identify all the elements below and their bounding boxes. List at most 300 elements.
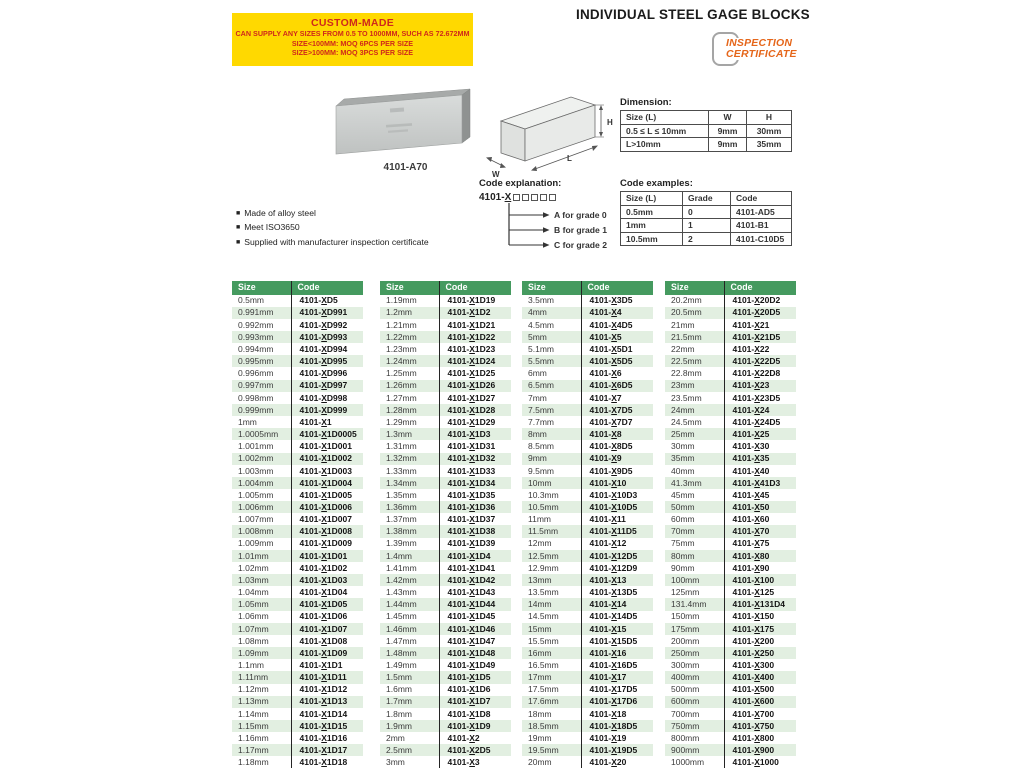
code-cell: 4101-X1D33 xyxy=(447,465,496,476)
size-cell: 20.5mm xyxy=(665,307,724,319)
code-cell: 4101-X1D002 xyxy=(299,453,352,464)
dimension-table xyxy=(620,110,792,152)
size-cell: 200mm xyxy=(665,635,724,647)
code-cell: 4101-X1D005 xyxy=(299,489,352,500)
code-cell: 4101-X1D003 xyxy=(299,465,352,476)
code-cell: 4101-X500 xyxy=(732,684,775,695)
size-code-row xyxy=(380,562,511,574)
code-cell: 4101-X1D03 xyxy=(299,574,348,585)
code-cell: 4101-XD997 xyxy=(299,380,348,391)
code-cell: 4101-X1D29 xyxy=(447,416,496,427)
code-cell: 4101-X1D09 xyxy=(299,647,348,658)
size-code-row xyxy=(232,756,363,768)
bullet-square-icon: ■ xyxy=(236,210,241,217)
code-cell: 4101-X3 xyxy=(447,757,480,768)
size-code-row xyxy=(665,319,796,331)
code-cell: 4101-X1D008 xyxy=(299,526,352,537)
size-cell: 900mm xyxy=(665,744,724,756)
code-cell: 4101-X3D5 xyxy=(589,295,633,306)
code-cell: 4101-X1D08 xyxy=(299,635,348,646)
size-cell: 300mm xyxy=(665,659,724,671)
size-cell: 23.5mm xyxy=(665,392,724,404)
code-cell: 4101-X1D02 xyxy=(299,562,348,573)
size-cell: 1.8mm xyxy=(380,708,439,720)
size-code-row xyxy=(665,380,796,392)
size-cell: 4.5mm xyxy=(522,319,581,331)
size-cell: 5.5mm xyxy=(522,355,581,367)
size-code-row xyxy=(232,465,363,477)
size-code-row xyxy=(380,538,511,550)
size-cell: 6mm xyxy=(522,367,581,379)
size-code-row xyxy=(665,611,796,623)
size-cell: 1.006mm xyxy=(232,501,291,513)
size-cell: 12mm xyxy=(522,538,581,550)
custom-made-line-3: SIZE>100MM: MOQ 3PCS PER SIZE xyxy=(291,48,414,58)
size-cell: 1.25mm xyxy=(380,367,439,379)
size-cell: 0.991mm xyxy=(232,307,291,319)
size-code-row xyxy=(380,756,511,768)
code-cell: 4101-X1D48 xyxy=(447,647,496,658)
code-cell: 4101-X1D43 xyxy=(447,587,496,598)
size-code-row xyxy=(232,331,363,343)
diagram-l-label: L xyxy=(567,154,572,163)
size-code-row xyxy=(522,635,653,647)
arrow-right-icon xyxy=(543,242,550,248)
custom-made-title: CUSTOM-MADE xyxy=(310,17,395,29)
size-code-row xyxy=(665,647,796,659)
size-cell: 1.14mm xyxy=(232,708,291,720)
code-cell: 4101-X20D5 xyxy=(732,307,781,318)
code-cell: 4101-X1D23 xyxy=(447,343,496,354)
code-examples-label: Code examples: xyxy=(620,178,693,189)
size-cell: 1.26mm xyxy=(380,380,439,392)
code-cell: 4101-X22D8 xyxy=(732,368,781,379)
code-cell: 4101-X20D2 xyxy=(732,295,781,306)
code-cell: 4101-X60 xyxy=(732,514,770,525)
arrow-right-icon xyxy=(543,212,550,218)
size-cell: 0.992mm xyxy=(232,319,291,331)
code-cell: 4101-XD991 xyxy=(299,307,348,318)
features-list xyxy=(236,207,429,250)
code-cell: 4101-X300 xyxy=(732,660,775,671)
size-code-row xyxy=(380,307,511,319)
size-code-row xyxy=(522,367,653,379)
code-cell: 4101-X45 xyxy=(732,489,770,500)
size-cell: 21mm xyxy=(665,319,724,331)
code-cell: 4101-X1D22 xyxy=(447,331,496,342)
size-code-row xyxy=(232,611,363,623)
size-cell: 17.5mm xyxy=(522,684,581,696)
code-cell: 4101-X7 xyxy=(589,392,622,403)
code-cell: 4101-XD993 xyxy=(299,331,348,342)
size-cell: 1.0005mm xyxy=(232,428,291,440)
code-cell: 4101-X1D0005 xyxy=(299,429,357,440)
code-cell: 4101-X1D28 xyxy=(447,404,496,415)
badge-line-2: CERTIFICATE xyxy=(726,48,797,60)
size-cell: 1.09mm xyxy=(232,647,291,659)
size-cell: 0.998mm xyxy=(232,392,291,404)
dimension-label: Dimension: xyxy=(620,97,672,108)
code-cell: 4101-X1D5 xyxy=(447,672,491,683)
size-column-header: Size xyxy=(522,281,581,295)
size-code-row xyxy=(522,440,653,452)
code-cell: 4101-X22D5 xyxy=(732,356,781,367)
code-cell: 4101-XD994 xyxy=(299,343,348,354)
size-code-row xyxy=(665,562,796,574)
size-code-row xyxy=(522,586,653,598)
code-cell: 4101-XD998 xyxy=(299,392,348,403)
size-cell: 12.5mm xyxy=(522,550,581,562)
size-code-row xyxy=(380,732,511,744)
size-code-row xyxy=(522,489,653,501)
code-cell: 4101-X1D24 xyxy=(447,356,496,367)
size-code-row xyxy=(522,465,653,477)
code-cell: 4101-X1D14 xyxy=(299,708,348,719)
code-cell: 4101-X40 xyxy=(732,465,770,476)
size-cell: 1.19mm xyxy=(380,295,439,307)
size-cell: 1.37mm xyxy=(380,513,439,525)
size-cell: 7.5mm xyxy=(522,404,581,416)
size-cell: 500mm xyxy=(665,684,724,696)
size-code-row xyxy=(665,623,796,635)
code-cell: 4101-X2 xyxy=(447,732,480,743)
size-code-row xyxy=(665,489,796,501)
size-cell: 3mm xyxy=(380,756,439,768)
code-example-row: 10.5mm 2 4101-C10D5 xyxy=(621,232,792,246)
size-cell: 40mm xyxy=(665,465,724,477)
size-code-row xyxy=(665,708,796,720)
size-code-row xyxy=(380,647,511,659)
placeholder-box xyxy=(513,194,520,201)
size-cell: 17.6mm xyxy=(522,696,581,708)
code-cell: 4101-X12D5 xyxy=(589,550,638,561)
code-cell: 4101-X1D6 xyxy=(447,684,491,695)
size-cell: 1.002mm xyxy=(232,453,291,465)
code-cell: 4101-X15 xyxy=(589,623,627,634)
code-cell: 4101-X50 xyxy=(732,501,770,512)
size-cell: 0.995mm xyxy=(232,355,291,367)
size-code-row xyxy=(522,623,653,635)
size-code-row xyxy=(522,744,653,756)
code-cell: 4101-X35 xyxy=(732,453,770,464)
diagram-h-label: H xyxy=(607,118,613,127)
size-code-row xyxy=(380,671,511,683)
code-cell: 4101-X1D36 xyxy=(447,501,496,512)
size-code-row xyxy=(380,440,511,452)
placeholder-box xyxy=(522,194,529,201)
code-cell: 4101-X1D16 xyxy=(299,732,348,743)
size-cell: 1.49mm xyxy=(380,659,439,671)
size-cell: 12.9mm xyxy=(522,562,581,574)
size-code-row xyxy=(522,720,653,732)
code-cell: 4101-X900 xyxy=(732,745,775,756)
code-cell: 4101-X80 xyxy=(732,550,770,561)
size-cell: 1.007mm xyxy=(232,513,291,525)
size-code-row xyxy=(232,319,363,331)
code-example-row: 0.5mm 0 4101-AD5 xyxy=(621,205,792,219)
size-code-row xyxy=(380,319,511,331)
size-code-row xyxy=(380,684,511,696)
size-cell: 1.48mm xyxy=(380,647,439,659)
size-cell: 75mm xyxy=(665,538,724,550)
size-code-row xyxy=(380,355,511,367)
size-cell: 1.18mm xyxy=(232,756,291,768)
size-code-row xyxy=(522,574,653,586)
code-cell: 4101-X9D5 xyxy=(589,465,633,476)
code-cell: 4101-X24 xyxy=(732,404,770,415)
code-cell: 4101-X1D41 xyxy=(447,562,496,573)
size-code-row xyxy=(522,343,653,355)
size-cell: 1.36mm xyxy=(380,501,439,513)
size-cell: 9mm xyxy=(522,453,581,465)
size-code-row xyxy=(380,501,511,513)
size-code-row xyxy=(232,355,363,367)
size-column-header: Size xyxy=(380,281,439,295)
code-cell: 4101-X17D6 xyxy=(589,696,638,707)
code-cell: 4101-X1D45 xyxy=(447,611,496,622)
code-cell: 4101-X14 xyxy=(589,599,627,610)
size-cell: 0.999mm xyxy=(232,404,291,416)
code-cell: 4101-X5D1 xyxy=(589,343,633,354)
code-cell: 4101-X19 xyxy=(589,732,627,743)
size-code-row xyxy=(522,501,653,513)
size-code-row xyxy=(232,525,363,537)
size-cell: 600mm xyxy=(665,696,724,708)
code-cell: 4101-X2D5 xyxy=(447,745,491,756)
gage-block-photo xyxy=(328,86,483,164)
code-cell: 4101-X1D004 xyxy=(299,477,352,488)
code-cell: 4101-X700 xyxy=(732,708,775,719)
size-cell: 14.5mm xyxy=(522,611,581,623)
feature-item-3: ■ Supplied with manufacturer inspection certificate xyxy=(236,236,429,247)
code-cell: 4101-X1D38 xyxy=(447,526,496,537)
size-cell: 1.27mm xyxy=(380,392,439,404)
size-cell: 0.5mm xyxy=(232,295,291,307)
code-cell: 4101-X75 xyxy=(732,538,770,549)
size-code-row xyxy=(522,562,653,574)
code-cell: 4101-X4 xyxy=(589,307,622,318)
size-cell: 1.15mm xyxy=(232,720,291,732)
size-cell: 1.41mm xyxy=(380,562,439,574)
size-cell: 0.993mm xyxy=(232,331,291,343)
size-cell: 1.45mm xyxy=(380,611,439,623)
code-cell: 4101-X23 xyxy=(732,380,770,391)
code-pattern: 4101-X xyxy=(479,192,556,203)
size-code-row xyxy=(522,453,653,465)
badge-line-1: INSPECTION xyxy=(726,37,793,49)
code-cell: 4101-X10D3 xyxy=(589,489,638,500)
size-cell: 24mm xyxy=(665,404,724,416)
size-table-2 xyxy=(380,281,511,768)
code-cell: 4101-X13 xyxy=(589,574,627,585)
code-cell: 4101-X800 xyxy=(732,732,775,743)
code-cell: 4101-X23D5 xyxy=(732,392,781,403)
size-code-row xyxy=(665,465,796,477)
size-cell: 7mm xyxy=(522,392,581,404)
size-code-row xyxy=(232,562,363,574)
code-cell: 4101-X11 xyxy=(589,514,626,525)
code-cell: 4101-X1D37 xyxy=(447,514,496,525)
size-cell: 1.31mm xyxy=(380,440,439,452)
size-cell: 11.5mm xyxy=(522,525,581,537)
size-code-row xyxy=(665,538,796,550)
size-code-row xyxy=(522,525,653,537)
code-cell: 4101-X10 xyxy=(589,477,627,488)
size-cell: 125mm xyxy=(665,586,724,598)
size-code-row xyxy=(522,611,653,623)
code-cell: 4101-X1D34 xyxy=(447,477,496,488)
custom-made-box xyxy=(232,13,473,66)
size-code-row xyxy=(522,319,653,331)
code-cell: 4101-X1D12 xyxy=(299,684,348,695)
size-code-row xyxy=(665,392,796,404)
size-cell: 1.44mm xyxy=(380,598,439,610)
size-cell: 1.7mm xyxy=(380,696,439,708)
size-cell: 1000mm xyxy=(665,756,724,768)
size-code-row xyxy=(665,550,796,562)
dimension-row: L>10mm 9mm 35mm xyxy=(621,138,792,152)
size-code-row xyxy=(665,416,796,428)
code-cell: 4101-X5D5 xyxy=(589,356,633,367)
size-code-row xyxy=(232,416,363,428)
size-cell: 1.5mm xyxy=(380,671,439,683)
size-cell: 15.5mm xyxy=(522,635,581,647)
size-cell: 400mm xyxy=(665,671,724,683)
size-cell: 16.5mm xyxy=(522,659,581,671)
size-cell: 22mm xyxy=(665,343,724,355)
size-cell: 23mm xyxy=(665,380,724,392)
size-code-row xyxy=(522,392,653,404)
inspection-certificate-badge xyxy=(712,31,822,73)
size-code-row xyxy=(232,671,363,683)
size-cell: 1.23mm xyxy=(380,343,439,355)
size-cell: 21.5mm xyxy=(665,331,724,343)
code-cell: 4101-X15D5 xyxy=(589,635,638,646)
size-cell: 1.001mm xyxy=(232,440,291,452)
size-code-row xyxy=(232,513,363,525)
size-cell: 1.003mm xyxy=(232,465,291,477)
code-cell: 4101-X1D009 xyxy=(299,538,352,549)
size-code-row xyxy=(232,453,363,465)
size-code-row xyxy=(232,392,363,404)
size-cell: 18mm xyxy=(522,708,581,720)
size-code-row xyxy=(232,635,363,647)
code-cell: 4101-X1D44 xyxy=(447,599,496,610)
feature-item-2: ■ Meet ISO3650 xyxy=(236,222,300,233)
size-code-row xyxy=(232,659,363,671)
size-code-row xyxy=(380,465,511,477)
size-cell: 1.3mm xyxy=(380,428,439,440)
size-cell: 22.5mm xyxy=(665,355,724,367)
size-cell: 18.5mm xyxy=(522,720,581,732)
size-cell: 3.5mm xyxy=(522,295,581,307)
size-cell: 8mm xyxy=(522,428,581,440)
size-code-row xyxy=(522,684,653,696)
size-cell: 50mm xyxy=(665,501,724,513)
size-cell: 1.004mm xyxy=(232,477,291,489)
size-cell: 80mm xyxy=(665,550,724,562)
code-cell: 4101-X17D5 xyxy=(589,684,638,695)
size-code-row xyxy=(232,623,363,635)
size-code-row xyxy=(522,659,653,671)
code-cell: 4101-X1 xyxy=(299,416,332,427)
size-cell: 131.4mm xyxy=(665,598,724,610)
size-cell: 1.6mm xyxy=(380,684,439,696)
size-cell: 1.02mm xyxy=(232,562,291,574)
code-cell: 4101-X7D5 xyxy=(589,404,633,415)
size-code-row xyxy=(522,355,653,367)
size-code-row xyxy=(522,732,653,744)
size-cell: 1.38mm xyxy=(380,525,439,537)
code-cell: 4101-X1D04 xyxy=(299,587,348,598)
size-code-row xyxy=(380,720,511,732)
size-code-row xyxy=(665,732,796,744)
size-cell: 13.5mm xyxy=(522,586,581,598)
size-code-row xyxy=(522,671,653,683)
size-code-row xyxy=(232,428,363,440)
dimension-row: 0.5 ≤ L ≤ 10mm 9mm 30mm xyxy=(621,124,792,138)
code-cell: 4101-X90 xyxy=(732,562,770,573)
size-cell: 1.9mm xyxy=(380,720,439,732)
size-code-row xyxy=(522,295,653,307)
code-cell: 4101-XD5 xyxy=(299,295,338,306)
size-cell: 60mm xyxy=(665,513,724,525)
placeholder-box xyxy=(540,194,547,201)
code-cell: 4101-X1D42 xyxy=(447,574,496,585)
size-cell: 90mm xyxy=(665,562,724,574)
size-table-1 xyxy=(232,281,363,768)
size-cell: 1.39mm xyxy=(380,538,439,550)
code-cell: 4101-X1D21 xyxy=(447,319,496,330)
code-cell: 4101-X125 xyxy=(732,587,775,598)
size-code-row xyxy=(380,331,511,343)
size-code-row xyxy=(522,428,653,440)
code-cell: 4101-X1D07 xyxy=(299,623,348,634)
code-cell: 4101-X13D5 xyxy=(589,587,638,598)
code-cell: 4101-X1D8 xyxy=(447,708,491,719)
code-column-header: Code xyxy=(439,281,511,295)
size-code-row xyxy=(380,696,511,708)
size-cell: 1.22mm xyxy=(380,331,439,343)
code-cell: 4101-X1D001 xyxy=(299,441,352,452)
size-code-row xyxy=(522,331,653,343)
size-code-row xyxy=(232,295,363,307)
code-cell: 4101-X1D4 xyxy=(447,550,491,561)
size-code-row xyxy=(380,708,511,720)
code-cell: 4101-X600 xyxy=(732,696,775,707)
code-cell: 4101-X14D5 xyxy=(589,611,638,622)
size-code-row xyxy=(232,732,363,744)
product-model-label: 4101-A70 xyxy=(383,162,428,173)
page-title: INDIVIDUAL STEEL GAGE BLOCKS xyxy=(576,7,810,22)
code-cell: 4101-X8 xyxy=(589,429,622,440)
size-cell: 800mm xyxy=(665,732,724,744)
code-cell: 4101-X250 xyxy=(732,647,775,658)
size-code-row xyxy=(665,367,796,379)
code-cell: 4101-XD995 xyxy=(299,356,348,367)
code-cell: 4101-X1D006 xyxy=(299,501,352,512)
code-cell: 4101-X9 xyxy=(589,453,622,464)
size-code-row xyxy=(232,720,363,732)
size-code-row xyxy=(522,513,653,525)
size-code-row xyxy=(232,744,363,756)
size-code-row xyxy=(522,696,653,708)
size-cell: 1.47mm xyxy=(380,635,439,647)
size-cell: 25mm xyxy=(665,428,724,440)
code-cell: 4101-X1D25 xyxy=(447,368,496,379)
size-cell: 700mm xyxy=(665,708,724,720)
size-cell: 0.996mm xyxy=(232,367,291,379)
